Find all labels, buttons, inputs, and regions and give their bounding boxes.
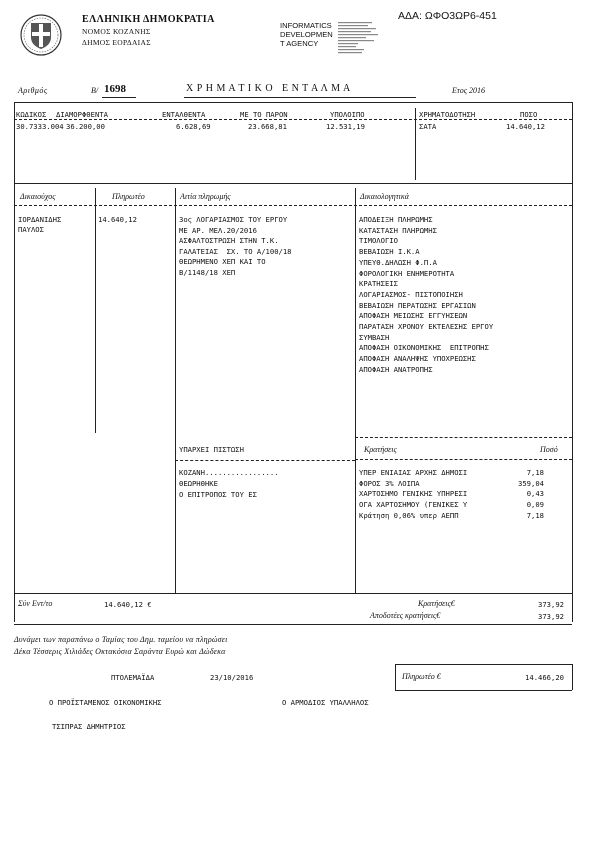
deductions-total-label: Κρατήσεις€	[418, 599, 455, 608]
withheld-label: Αποδοτέες κρατήσεις€	[370, 611, 441, 620]
budget-formed-value: 36.200,00	[66, 122, 105, 131]
deduction-amount: 7,18	[526, 510, 544, 520]
totals-top	[14, 593, 572, 594]
frame-left	[14, 102, 15, 622]
budget-header-current: ΜΕ ΤΟ ΠΑΡΟΝ	[240, 110, 288, 119]
beneficiary-firstname: ΠΑΥΛΟΣ	[18, 225, 44, 234]
deduction-amount: 0,09	[526, 500, 544, 510]
net-value: 14.466,20	[525, 673, 564, 682]
emblem-icon	[20, 14, 62, 56]
deduction-label: ΧΑΡΤΟΣΗΜΟ ΓΕΝΙΚΗΣ ΥΠΗΡΕΣΙ	[359, 489, 468, 499]
approval-place: ΚΟΖΑΝΗ.................	[179, 468, 279, 477]
amount-in-words: Δέκα Τέσσερις Χιλιάδες Οκτακόσια Σαράντα Ευρώ και Δώδεκα	[14, 647, 226, 656]
budget-header-ordered: ΕΝΤΑΛΘΕΝΤΑ	[162, 110, 206, 119]
deduction-label: ΟΓΑ ΧΑΡΤΟΣΗΜΟΥ (ΓΕΝΙΚΕΣ Υ	[359, 500, 468, 510]
funding-source: ΣΑΤΑ	[419, 122, 437, 131]
agency-line: T AGENCY	[280, 39, 319, 48]
deduction-row	[359, 468, 544, 478]
deduction-amount: 0,43	[526, 489, 544, 499]
deductions-header: Κρατήσεις	[364, 445, 397, 454]
deduction-label: ΦΟΡΟΣ 3% ΛΟΙΠΑ	[359, 478, 420, 488]
net-label: Πληρωτέο €	[402, 672, 441, 681]
agency-fine-print-graphic	[338, 21, 388, 57]
budget-header-formed: ΔΙΑΜΟΡΦΘΕΝΤΑ	[56, 110, 108, 119]
deduction-row	[359, 500, 544, 510]
deductions-total-value: 373,92	[538, 600, 564, 609]
deduction-label: Κράτηση 0,06% υπερ ΑΕΠΠ	[359, 510, 459, 520]
deduction-amount: 7,18	[526, 468, 544, 477]
deduction-amount: 359,04	[518, 478, 544, 488]
approval-commissioner: Ο ΕΠΙΤΡΟΠΟΣ ΤΟΥ ΕΣ	[179, 490, 257, 499]
credit-statement: ΥΠΑΡΧΕΙ ΠΙΣΤΩΣΗ	[179, 445, 244, 454]
approval-endorsed: ΘΕΩΡΗΘΗΚΕ	[179, 479, 218, 488]
col-divider-1	[95, 188, 96, 433]
col-divider-2	[175, 188, 176, 593]
budget-header-code: ΚΩΔΙΚΟΣ	[16, 110, 47, 119]
beneficiary-surname: ΙΟΡΔΑΝΙΔΗΣ	[18, 215, 62, 224]
header-republic: ΕΛΛΗΝΙΚΗ ΔΗΜΟΚΡΑΤΙΑ	[82, 14, 215, 25]
reason-line: 3ος ΛΟΓΑΡΙΑΣΜΟΣ ΤΟΥ ΕΡΓΟΥ	[179, 215, 288, 224]
ada-code: ΑΔΑ: ΩΦΟ3ΩΡ6-451	[398, 10, 497, 22]
place: ΠΤΟΛΕΜΑΪΔΑ	[111, 673, 155, 682]
document-item: ΑΠΟΦΑΣΗ ΜΕΙΩΣΗΣ ΕΓΓΥΗΣΕΩΝ	[359, 311, 468, 321]
frame-top	[14, 102, 572, 103]
document-item: ΒΕΒΑΙΩΣΗ ΠΕΡΑΤΩΣΗΣ ΕΡΓΑΣΙΩΝ	[359, 300, 476, 310]
reason-line: ΘΕΩΡΗΜΕΝΟ ΧΕΠ ΚΑΙ ΤΟ	[179, 257, 266, 266]
document-item: ΚΑΤΑΣΤΑΣΗ ΠΛΗΡΩΜΗΣ	[359, 225, 437, 235]
header-prefecture: ΝΟΜΟΣ ΚΟΖΑΝΗΣ	[82, 27, 151, 36]
deductions-header-underline	[355, 459, 572, 460]
document-item: ΥΠΕΥΘ.ΔΗΛΩΣΗ Φ.Π.Α	[359, 257, 437, 267]
net-box-left	[395, 664, 396, 690]
series-label: Β/	[91, 86, 99, 95]
frame-right	[572, 102, 573, 622]
document-title: Χ Ρ Η Μ Α Τ Ι Κ Ο Ε Ν Τ Α Λ Μ Α	[186, 83, 351, 94]
reason-line: ΜΕ ΑΡ. ΜΕΛ.20/2016	[179, 225, 257, 235]
funding-header: ΧΡΗΜΑΤΟΔΟΤΗΣΗ	[419, 110, 476, 119]
col-header-reason: Αιτία πληρωμής	[180, 192, 231, 201]
sum-label: Σύν Εντ/το	[18, 599, 53, 608]
date: 23/10/2016	[210, 673, 254, 682]
col-header-payable: Πληρωτέο	[112, 192, 145, 201]
clerk-title: Ο ΑΡΜΟΔΙΟΣ ΥΠΑΛΛΗΛΟΣ	[282, 698, 369, 707]
budget-ordered-value: 6.628,69	[176, 122, 211, 131]
reason-line: Β/1148/18 ΧΕΠ	[179, 267, 236, 277]
reason-line: ΓΑΛΑΤΕΙΑΣ ΣΧ. ΤΟ Α/100/18	[179, 246, 292, 256]
deductions-top	[355, 437, 572, 438]
budget-header-underline	[14, 119, 572, 120]
document-item: ΦΟΡΟΛΟΓΙΚΗ ΕΝΗΜΕΡΟΤΗΤΑ	[359, 268, 455, 278]
credit-divider	[175, 460, 355, 461]
document-item: ΚΡΑΤΗΣΕΙΣ	[359, 279, 398, 289]
title-underline	[184, 97, 416, 98]
document-item: ΤΙΜΟΛΟΓΙΟ	[359, 236, 398, 246]
agency-line: INFORMATICS	[280, 21, 332, 30]
net-box-right	[572, 664, 573, 690]
header-municipality: ΔΗΜΟΣ ΕΟΡΔΑΙΑΣ	[82, 38, 151, 47]
document-item: ΑΠΟΔΕΙΞΗ ΠΛΗΡΩΜΗΣ	[359, 215, 433, 224]
col-header-underline	[14, 205, 572, 206]
sum-value: 14.640,12 €	[104, 600, 152, 609]
order-line: Δυνάμει των παραπάνω ο Ταμίας του Δημ. ταμείου να πληρώσει	[14, 635, 228, 644]
head-title: Ο ΠΡΟΪΣΤΑΜΕΝΟΣ ΟΙΚΟΝΟΜΙΚΗΣ	[49, 698, 162, 707]
deduction-label: ΥΠΕΡ ΕΝΙΑΙΑΣ ΑΡΧΗΣ ΔΗΜΟΣΙ	[359, 468, 468, 477]
deduction-row	[359, 511, 544, 521]
budget-balance-value: 12.531,19	[326, 122, 365, 131]
net-box-bottom	[395, 690, 572, 691]
head-name: ΤΣΙΠΡΑΣ ΔΗΜΗΤΡΙΟΣ	[52, 722, 126, 731]
document-item: ΒΕΒΑΙΩΣΗ Ι.Κ.Α	[359, 247, 420, 257]
budget-current-value: 23.668,81	[248, 122, 287, 131]
document-item: ΑΠΟΦΑΣΗ ΑΝΑΛΗΨΗΣ ΥΠΟΧΡΕΩΣΗΣ	[359, 354, 476, 364]
document-item: ΠΑΡΑΤΑΣΗ ΧΡΟΝΟΥ ΕΚΤΕΛΕΣΗΣ ΕΡΓΟΥ	[359, 322, 494, 331]
budget-bottom	[14, 183, 572, 184]
payable-amount: 14.640,12	[98, 215, 137, 224]
deduction-row	[359, 489, 544, 499]
net-box-top	[395, 664, 572, 665]
year: Ετος 2016	[452, 86, 485, 95]
withheld-value: 373,92	[538, 612, 564, 621]
agency-line: DEVELOPMEN	[280, 30, 333, 39]
deductions-amount-header: Ποσό	[540, 445, 558, 454]
document-item: ΛΟΓΑΡΙΑΣΜΟΣ- ΠΙΣΤΟΠΟΙΗΣΗ	[359, 289, 463, 299]
document-item: ΣΥΜΒΑΣΗ	[359, 332, 390, 342]
budget-header-balance: ΥΠΟΛΟΙΠΟ	[330, 110, 365, 119]
funding-amount: 14.640,12	[506, 122, 545, 131]
col-divider-3	[355, 188, 356, 593]
number-underline	[102, 97, 136, 98]
col-header-documents: Δικαιολογητικά	[360, 192, 409, 201]
funding-amount-header: ΠΟΣΟ	[520, 110, 538, 119]
reason-line: ΑΣΦΑΛΤΟΣΤΡΩΣΗ ΣΤΗΝ Τ.Κ.	[179, 236, 279, 245]
budget-code-value: 30.7333.004	[16, 122, 64, 131]
document-number: 1698	[104, 83, 126, 95]
col-header-beneficiary: Δικαιούχος	[20, 192, 56, 201]
number-label: Αριθμός	[18, 86, 48, 95]
document-item: ΑΠΟΦΑΣΗ ΟΙΚΟΝΟΜΙΚΗΣ ΕΠΙΤΡΟΠΗΣ	[359, 343, 489, 353]
deduction-row	[359, 479, 544, 489]
totals-bottom	[14, 624, 572, 625]
document-item: ΑΠΟΦΑΣΗ ΑΝΑΤΡΟΠΗΣ	[359, 364, 433, 374]
